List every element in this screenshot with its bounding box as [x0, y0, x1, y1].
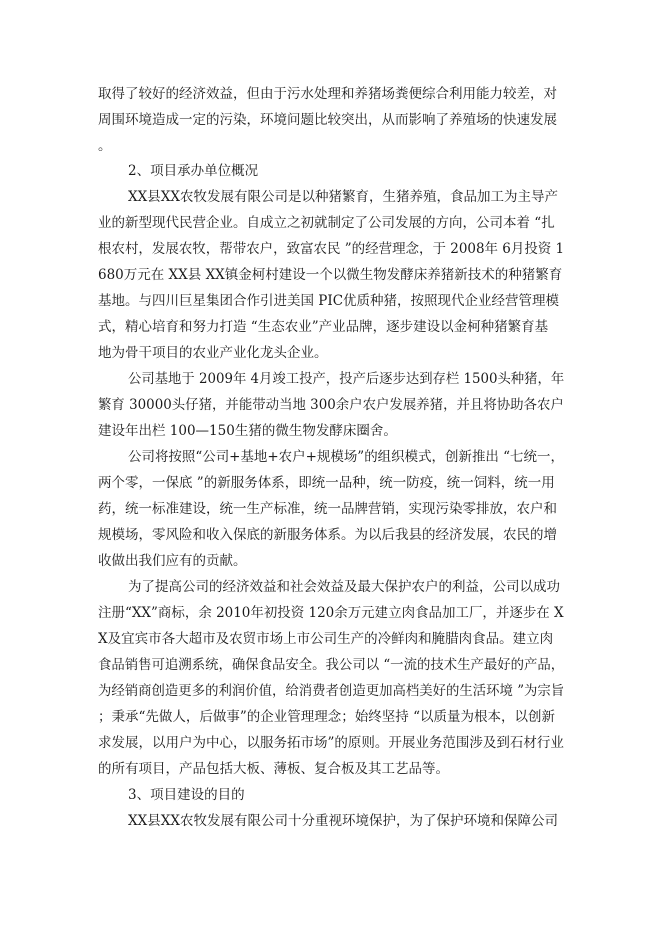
text-line: ；秉承“先做人，后做事”的企业管理理念；始终坚持 “以质量为根本，以创新	[98, 709, 555, 725]
text-line: 求发展，以用户为中心，以服务拓市场”的原则。开展业务范围涉及到石材行业	[98, 735, 564, 751]
text-line: 注册“XX”商标，余 2010年初投资 120余万元建立肉食品加工厂，并逐步在 X	[98, 605, 564, 621]
text-line: 周围环境造成一定的污染，环境问题比较突出，从而影响了养殖场的快速发展	[98, 112, 557, 128]
text-line: 为了提高公司的经济效益和社会效益及最大保护农户的利益，公司以成功	[128, 579, 560, 595]
text-line: 地为骨干项目的农业产业化龙头企业。	[98, 345, 328, 361]
text-line: 。	[98, 138, 112, 154]
text-line: 规模场，零风险和收入保底的新服务体系。为以后我县的经济发展，农民的增	[98, 527, 557, 543]
text-line: 业的新型现代民营企业。自成立之初就制定了公司发展的方向，公司本着 “扎	[98, 215, 555, 231]
text-line: 基地。与四川巨星集团合作引进美国 PIC优质种猪，按照现代企业经营管理模	[98, 293, 560, 309]
text-line: XX县XX农牧发展有限公司是以种猪繁育，生猪养殖，食品加工为主导产	[128, 189, 558, 205]
text-line: 公司基地于 2009年 4月竣工投产，投产后逐步达到存栏 1500头种猪，年	[128, 371, 565, 387]
text-line: 的所有项目，产品包括大板、薄板、复合板及其工艺品等。	[98, 761, 449, 777]
text-line: 建设年出栏 100—150生猪的微生物发酵床圈舍。	[98, 423, 397, 439]
text-line: 取得了较好的经济效益，但由于污水处理和养猪场粪便综合利用能力较差，对	[98, 86, 557, 102]
text-line: X及宜宾市各大超市及农贸市场上市公司生产的冷鲜肉和腌腊肉食品。建立肉	[98, 631, 554, 647]
section-heading: 3、项目建设的目的	[128, 787, 245, 803]
text-line: 两个零，一保底 ”的新服务体系，即统一品种，统一防疫，统一饲料，统一用	[98, 475, 555, 491]
text-line: 药，统一标准建设，统一生产标准，统一品牌营销，实现污染零排放，农户和	[98, 501, 557, 517]
text-line: 680万元在 XX县 XX镇金柯村建设一个以微生物发酵床养猪新技术的种猪繁育	[98, 267, 563, 283]
text-line: 为经销商创造更多的利润价值，给消费者创造更加高档美好的生活环境 ”为宗旨	[98, 683, 565, 699]
text-line: 食品销售可追溯系统，确保食品安全。我公司以 “一流的技术生产最好的产品，	[98, 657, 565, 673]
text-line: 公司将按照“公司+基地+农户+规模场”的组织模式，创新推出 “七统一，	[128, 449, 564, 465]
text-line: 繁育 30000头仔猪，并能带动当地 300余户农户发展养猪，并且将协助各农户	[98, 397, 564, 413]
text-line: 根农村，发展农牧，帮带农户，致富农民 ”的经营理念，于 2008年 6月投资 1	[98, 241, 565, 257]
text-line: XX县XX农牧发展有限公司十分重视环境保护，为了保护环境和保障公司	[128, 813, 558, 829]
section-heading: 2、项目承办单位概况	[128, 163, 259, 179]
text-line: 式，精心培育和努力打造 “生态农业”产业品牌，逐步建设以金柯种猪繁育基	[98, 319, 549, 335]
text-line: 收做出我们应有的贡献。	[98, 553, 247, 569]
